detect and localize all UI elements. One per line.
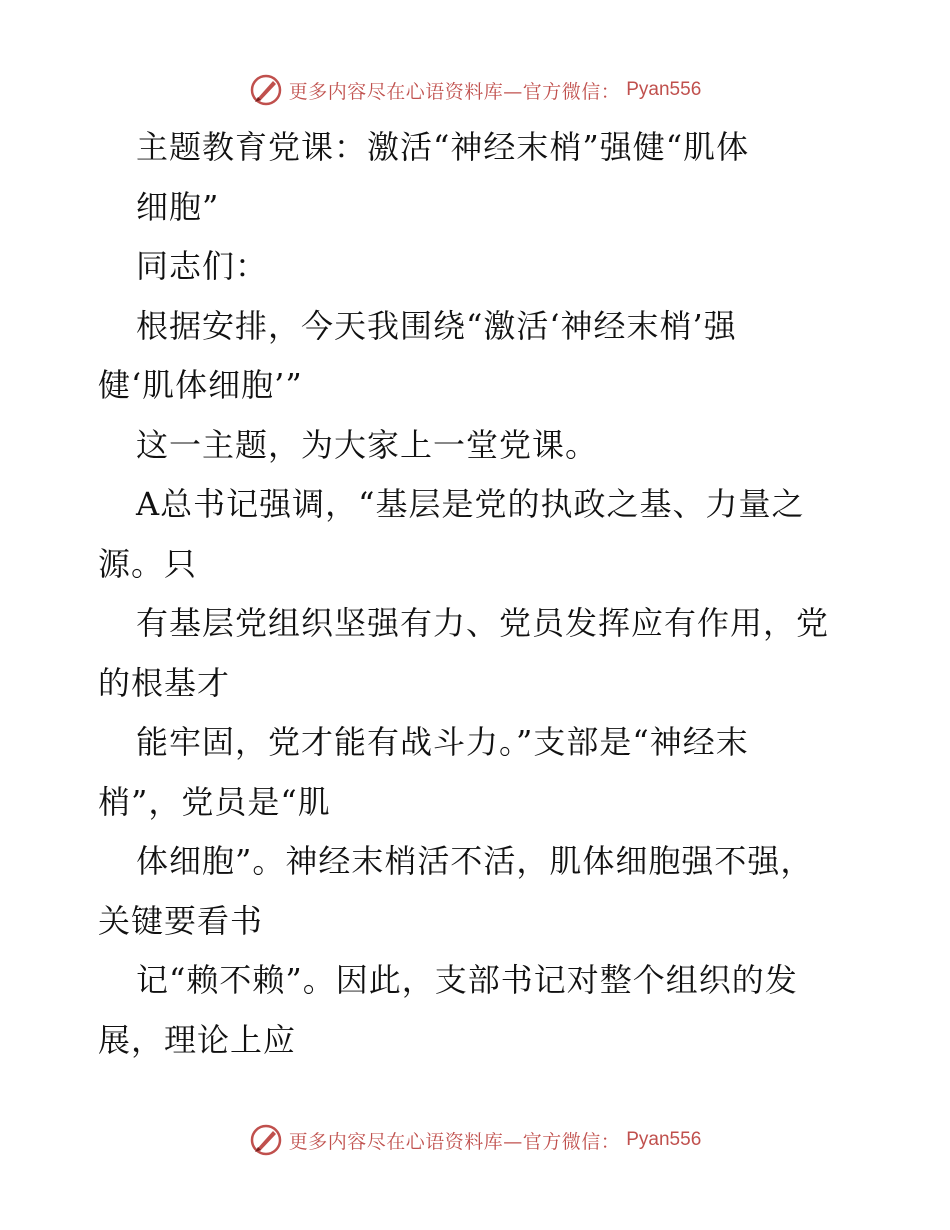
text-line: 细胞” xyxy=(136,187,220,226)
text-line: 源。只 xyxy=(98,544,198,583)
text-line: 体细胞”。神经末梢活不活，肌体细胞强不强， xyxy=(136,842,814,880)
text-line: 主题教育党课：激活“神经末梢”强健“肌体 xyxy=(136,128,750,166)
quill-pen-logo-icon xyxy=(249,73,283,107)
text-line: 能牢固，党才能有战斗力。”支部是“神经末 xyxy=(136,723,749,761)
text-line: 展，理论上应 xyxy=(98,1020,297,1059)
text-line: 根据安排，今天我围绕“激活‘神经末梢’强 xyxy=(136,306,737,345)
header-wechat-id: Pyan556 xyxy=(626,79,702,100)
footer-wechat-id: Pyan556 xyxy=(626,1129,702,1150)
footer-banner xyxy=(0,1120,950,1160)
text-line: 健‘肌体细胞’” xyxy=(98,366,303,404)
header-banner-text: 更多内容尽在心语资料库—官方微信： xyxy=(288,80,621,103)
text-line: 记“赖不赖”。因此，支部书记对整个组织的发 xyxy=(136,961,798,999)
text-line: 这一主题，为大家上一堂党课。 xyxy=(136,425,599,464)
footer-banner-text: 更多内容尽在心语资料库—官方微信： xyxy=(288,1130,621,1153)
quill-pen-logo-icon xyxy=(249,1123,283,1157)
text-line: 同志们： xyxy=(136,247,269,285)
header-banner xyxy=(0,70,950,110)
text-line: 梢”，党员是“肌 xyxy=(98,782,331,821)
document-body xyxy=(98,118,858,1070)
text-line: 关键要看书 xyxy=(98,901,264,940)
text-line: 有基层党组织坚强有力、党员发挥应有作用，党 xyxy=(136,604,830,642)
text-line: 的根基才 xyxy=(98,663,231,702)
text-line: A总书记强调，“基层是党的执政之基、力量之 xyxy=(136,485,805,523)
